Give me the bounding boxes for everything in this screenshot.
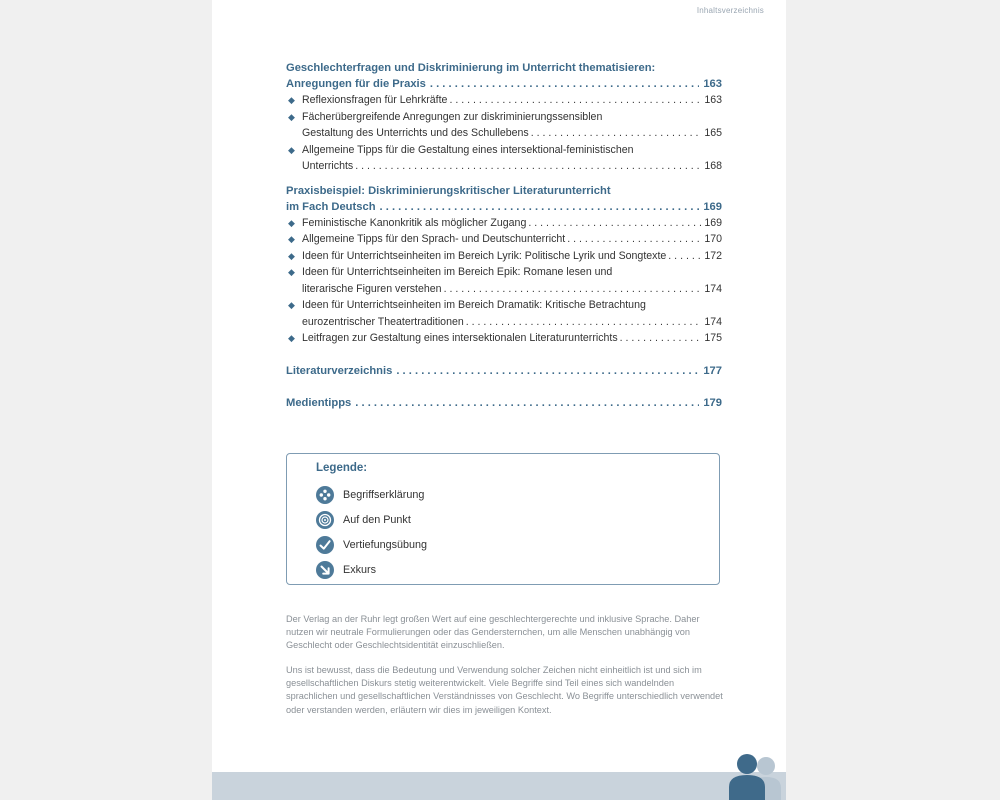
toc-item-label: Reflexionsfragen für Lehrkräfte	[302, 94, 448, 106]
bullet-icon: ◆	[288, 333, 295, 343]
toc-item[interactable]	[286, 330, 722, 347]
legend-box	[286, 453, 720, 585]
toc-item-label: Fächerübergreifende Anregungen zur diskriminierungssensiblen	[302, 110, 603, 123]
toc-section-entry[interactable]	[286, 76, 722, 92]
bullet-icon: ◆	[288, 144, 295, 155]
legend-item	[316, 560, 376, 580]
leader-dots	[620, 330, 703, 347]
toc-item-label: Unterrichts	[302, 160, 354, 172]
toc-item[interactable]	[286, 231, 722, 248]
page-number: 170	[704, 233, 722, 245]
table-of-contents	[286, 60, 722, 411]
page-number: 163	[704, 94, 722, 106]
toc-section	[286, 60, 722, 175]
toc-item-label: Ideen für Unterrichtseinheiten im Bereich Epik: Romane lesen und	[302, 266, 613, 278]
legend-label: Vertiefungsübung	[343, 539, 428, 551]
toc-item-label: eurozentrischer Theatertraditionen	[302, 315, 464, 328]
leader-dots	[355, 395, 699, 411]
page-number: 169	[704, 216, 722, 229]
language-note: Der Verlag an der Ruhr legt großen Wert auf eine geschlechtergerechte und inklusive Sprache. Daher nutzen wir neutrale Formulierungen oder das Gendersternchen, um alle Menschen unabhängig von Geschlecht oder Geschlechtsidentität einzuschließen.	[286, 614, 700, 651]
toc-section	[286, 183, 722, 347]
bullet-icon: ◆	[288, 111, 295, 122]
toc-item-label: Leitfragen zur Gestaltung eines intersektionalen Literaturunterrichts	[302, 332, 618, 344]
toc-item-label: Feministische Kanonkritik als möglicher Zugang	[302, 216, 527, 229]
toc-item-label: Allgemeine Tipps für die Gestaltung eines intersektional-feministischen	[302, 143, 634, 156]
footer-band	[212, 772, 786, 800]
leader-dots	[355, 158, 702, 175]
page-number: 175	[704, 332, 722, 344]
toc-item[interactable]	[286, 264, 722, 297]
toc-section-title: Praxisbeispiel: Diskriminierungskritischer Literaturunterricht	[286, 184, 611, 197]
checkmark-icon	[316, 536, 334, 554]
toc-section-entry[interactable]	[286, 395, 722, 411]
toc-section-title: im Fach Deutsch	[286, 200, 376, 213]
legend-label: Exkurs	[343, 564, 376, 576]
page-number: 174	[704, 282, 722, 295]
page-number: 163	[703, 78, 722, 90]
arrow-down-right-icon	[316, 561, 334, 579]
legend-title: Legende:	[316, 462, 368, 474]
toc-item[interactable]	[286, 92, 722, 109]
toc-item[interactable]	[286, 248, 722, 265]
leader-dots	[528, 215, 702, 232]
page-number: 179	[703, 396, 722, 409]
toc-item[interactable]	[286, 109, 722, 142]
page-number: 168	[704, 160, 722, 172]
leader-dots	[668, 248, 702, 265]
leader-dots	[444, 281, 703, 298]
toc-item-label: Ideen für Unterrichtseinheiten im Bereich Lyrik: Politische Lyrik und Songtexte	[302, 249, 667, 262]
spacer	[286, 355, 722, 363]
toc-section-title: Literaturverzeichnis	[286, 364, 393, 377]
bullet-icon: ◆	[288, 250, 295, 261]
spacer	[286, 379, 722, 387]
toc-section-entry[interactable]	[286, 363, 722, 379]
bullet-icon: ◆	[288, 95, 295, 105]
leader-dots	[449, 92, 702, 109]
leader-dots	[466, 314, 703, 331]
legend-label: Begriffserklärung	[343, 489, 425, 501]
leader-dots	[567, 231, 702, 248]
language-note: Uns ist bewusst, dass die Bedeutung und Verwendung solcher Zeichen nicht einheitlich ist und sich im gesellschaftlichen Diskurs stetig weiterentwickelt. Viele Begriffe sind Teil eines sich wandelnden sprachlichen und gesellschaftlichen Verständnisses von Geschlecht. Wo Begriffe unterschiedlich verwendet oder verstanden werden, erläutern wir dies im jeweiligen Kontext.	[286, 665, 723, 715]
leader-dots	[396, 363, 699, 379]
toc-section-title: Medientipps	[286, 396, 352, 409]
legend-label: Auf den Punkt	[343, 514, 411, 526]
legend-item	[316, 535, 427, 555]
toc-item[interactable]	[286, 297, 722, 330]
people-icon	[724, 752, 786, 800]
toc-item-label: literarische Figuren verstehen	[302, 282, 442, 295]
toc-item-label: Allgemeine Tipps für den Sprach- und Deutschunterricht	[302, 233, 566, 245]
bullet-icon: ◆	[288, 300, 295, 310]
bullet-icon: ◆	[288, 234, 295, 244]
spacer	[286, 387, 722, 395]
page-number: 165	[704, 127, 722, 139]
page-number: 169	[703, 200, 722, 213]
toc-section-title: Anregungen für die Praxis	[286, 78, 426, 90]
bullet-icon: ◆	[288, 267, 295, 277]
target-icon	[316, 511, 334, 529]
toc-item-label: Gestaltung des Unterrichts und des Schullebens	[302, 127, 529, 139]
page-number: 174	[704, 315, 722, 328]
toc-section-title: Geschlechterfragen und Diskriminierung im Unterricht thematisieren:	[286, 62, 656, 74]
toc-item[interactable]	[286, 215, 722, 232]
bullet-icon: ◆	[288, 217, 295, 228]
legend-item	[316, 485, 424, 505]
leader-dots	[531, 125, 703, 142]
page-number: 177	[703, 364, 722, 377]
running-header: Inhaltsverzeichnis	[696, 6, 764, 15]
book-page	[212, 0, 786, 800]
leader-dots	[380, 199, 700, 215]
toc-item[interactable]	[286, 142, 722, 175]
definition-icon	[316, 486, 334, 504]
legend-item	[316, 510, 411, 530]
toc-item-label: Ideen für Unterrichtseinheiten im Bereich Dramatik: Kritische Betrachtung	[302, 299, 646, 311]
toc-section-entry[interactable]	[286, 199, 722, 215]
leader-dots	[430, 76, 699, 92]
page-number: 172	[704, 249, 722, 262]
